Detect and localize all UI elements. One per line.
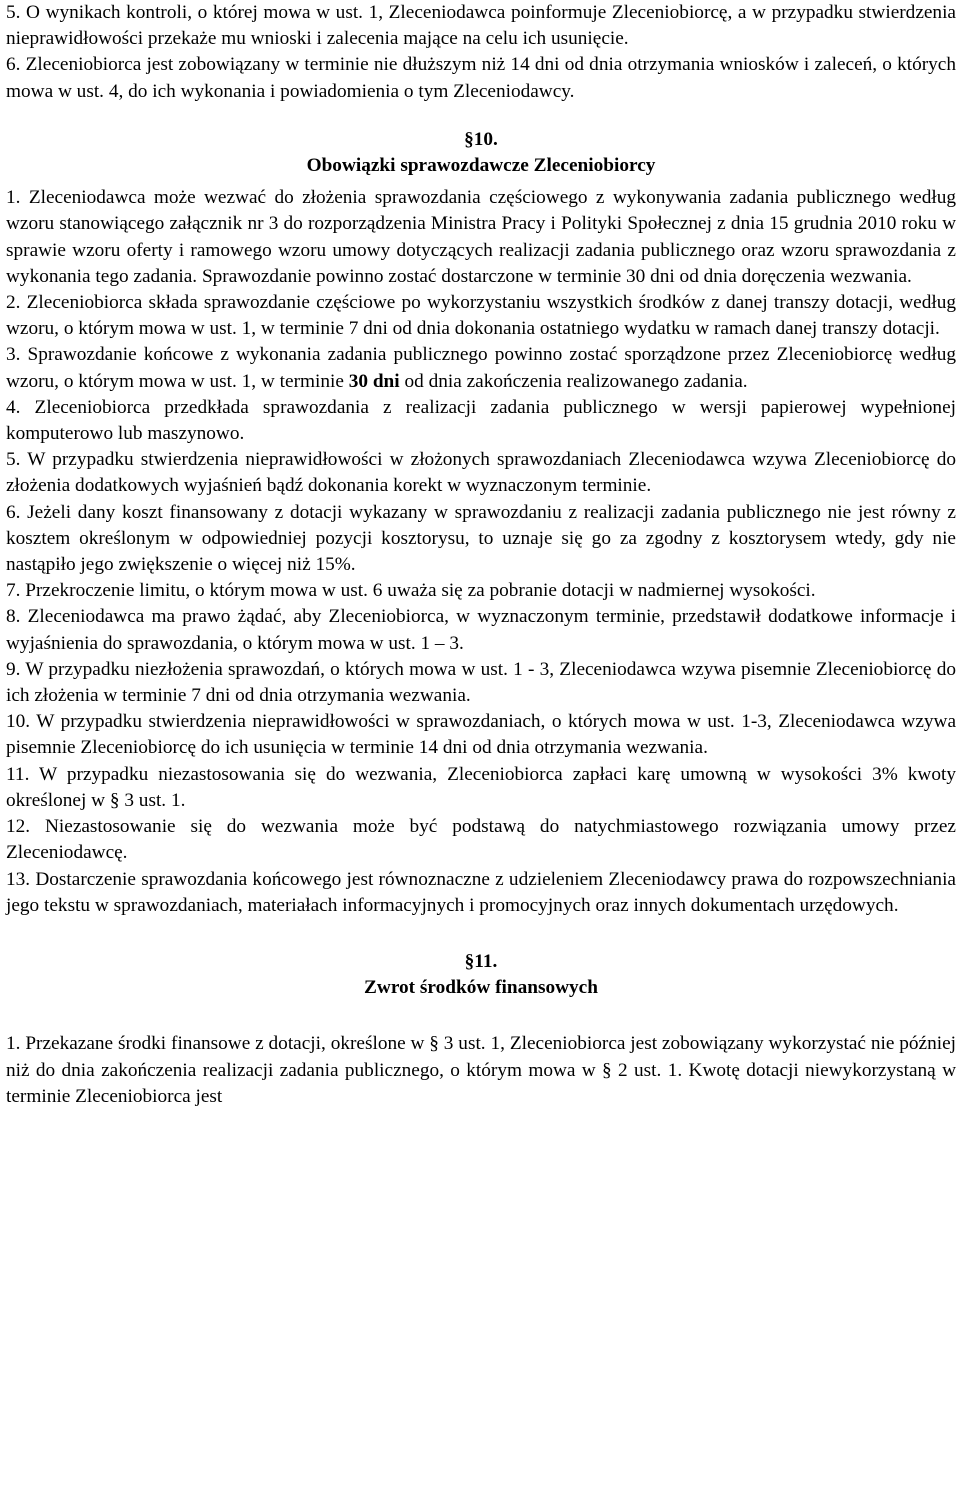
section-11-number: §11.: [464, 950, 498, 972]
spacer: [6, 919, 956, 949]
spacer: [6, 1001, 956, 1031]
section-10-number: §10.: [464, 128, 498, 150]
section-10-item-2: 2. Zleceniobiorca składa sprawozdanie częściowe po wykorzystaniu wszystkich środków z danej transzy dotacji, według wzoru, o którym mowa w ust. 1, w terminie 7 dni od dnia dokonania ostatniego wydatku w ramach danej transzy dotacji.: [6, 292, 956, 340]
section-10-item-12: 12. Niezastosowanie się do wezwania może być podstawą do natychmiastowego rozwiązania umowy przez Zleceniodawcę.: [6, 816, 956, 864]
paragraph-top-5: 5. O wynikach kontroli, o której mowa w ust. 1, Zleceniodawca poinformuje Zleceniobiorcę, a w przypadku stwierdzenia nieprawidłowości przekaże mu wnioski i zalecenia mające na celu ich usunięcie.: [6, 2, 956, 50]
section-10-item-13: 13. Dostarczenie sprawozdania końcowego jest równoznaczne z udzieleniem Zleceniodawcy prawa do rozpowszechniania jego tekstu w sprawozdaniach, materiałach informacyjnych i promocyjnych oraz innych dokumentach urzędowych.: [6, 868, 956, 916]
section-10-item-10: 10. W przypadku stwierdzenia nieprawidłowości w sprawozdaniach, o których mowa w ust. 1-3, Zleceniodawca wzywa pisemnie Zleceniobiorcę do ich usunięcia w terminie 14 dni od dnia otrzymania wezwania.: [6, 711, 956, 759]
section-10-item-3: [6, 342, 956, 394]
paragraph-top-6: 6. Zleceniobiorca jest zobowiązany w terminie nie dłuższym niż 14 dni od dnia otrzymania wniosków i zaleceń, o których mowa w ust. 4, do ich wykonania i powiadomienia o tym Zleceniodawcy.: [6, 54, 956, 102]
document-page: [6, 0, 956, 1110]
section-10-item-7: 7. Przekroczenie limitu, o którym mowa w ust. 6 uważa się za pobranie dotacji w nadmiernej wysokości.: [6, 580, 816, 602]
section-10-item-8: 8. Zleceniodawca ma prawo żądać, aby Zleceniobiorca, w wyznaczonym terminie, przedstawił dodatkowe informacje i wyjaśnienia do sprawozdania, o którym mowa w ust. 1 – 3.: [6, 606, 956, 654]
section-10-item-4: 4. Zleceniobiorca przedkłada sprawozdania z realizacji zadania publicznego w wersji papierowej wypełnionej komputerowo lub maszynowo.: [6, 396, 956, 445]
item-3-text-after: od dnia zakończenia realizowanego zadania.: [399, 370, 748, 392]
section-10-item-1: 1. Zleceniodawca może wezwać do złożenia sprawozdania częściowego z wykonywania zadania publicznego według wzoru stanowiącego załącznik nr 3 do rozporządzenia Ministra Pracy i Polityki Społecznej z dnia 15 grudnia 2010 roku w sprawie wzoru oferty i ramowego wzoru umowy dotyczących realizacji zadania publicznego oraz wzoru sprawozdania z wykonania tego zadania. Sprawozdanie powinno zostać dostarczone w terminie 30 dni od dnia doręczenia wezwania.: [6, 187, 956, 287]
section-11-paragraph-1: 1. Przekazane środki finansowe z dotacji, określone w § 3 ust. 1, Zleceniobiorca jest zobowiązany wykorzystać nie później niż do dnia zakończenia realizacji zadania publicznego, o którym mowa w § 2 ust. 1. Kwotę dotacji niewykorzystaną w terminie Zleceniobiorca jest: [6, 1033, 956, 1107]
section-10-item-6: 6. Jeżeli dany koszt finansowany z dotacji wykazany w sprawozdaniu z realizacji zadania publicznego nie jest równy z kosztem określonym w odpowiedniej pozycji kosztorysu, to uznaje się go za zgodny z kosztorysem wtedy, gdy nie nastąpiło jego zwiększenie o więcej niż 15%.: [6, 501, 956, 576]
item-3-text-bold: 30 dni: [348, 370, 400, 392]
section-10-item-9: 9. W przypadku niezłożenia sprawozdań, o których mowa w ust. 1 - 3, Zleceniodawca wzywa pisemnie Zleceniobiorcę do ich złożenia w terminie 7 dni od dnia otrzymania wezwania.: [6, 658, 956, 707]
item-3-text-before: 3. Sprawozdanie końcowe z wykonania zadania publicznego powinno zostać sporządzone przez Zleceniobiorcę według wzoru, o którym mowa w ust. 1, w terminie: [6, 344, 956, 392]
section-11-title: Zwrot środków finansowych: [364, 977, 598, 999]
section-10-item-11: 11. W przypadku niezastosowania się do wezwania, Zleceniobiorca zapłaci karę umowną w wysokości 3% kwoty określonej w § 3 ust. 1.: [6, 763, 956, 811]
section-10-item-5: 5. W przypadku stwierdzenia nieprawidłowości w złożonych sprawozdaniach Zleceniodawca wzywa Zleceniobiorcę do złożenia dodatkowych wyjaśnień bądź dokonania korekt w wyznaczonym terminie.: [6, 449, 956, 497]
spacer: [6, 105, 956, 127]
section-10-title: Obowiązki sprawozdawcze Zleceniobiorcy: [306, 155, 656, 177]
